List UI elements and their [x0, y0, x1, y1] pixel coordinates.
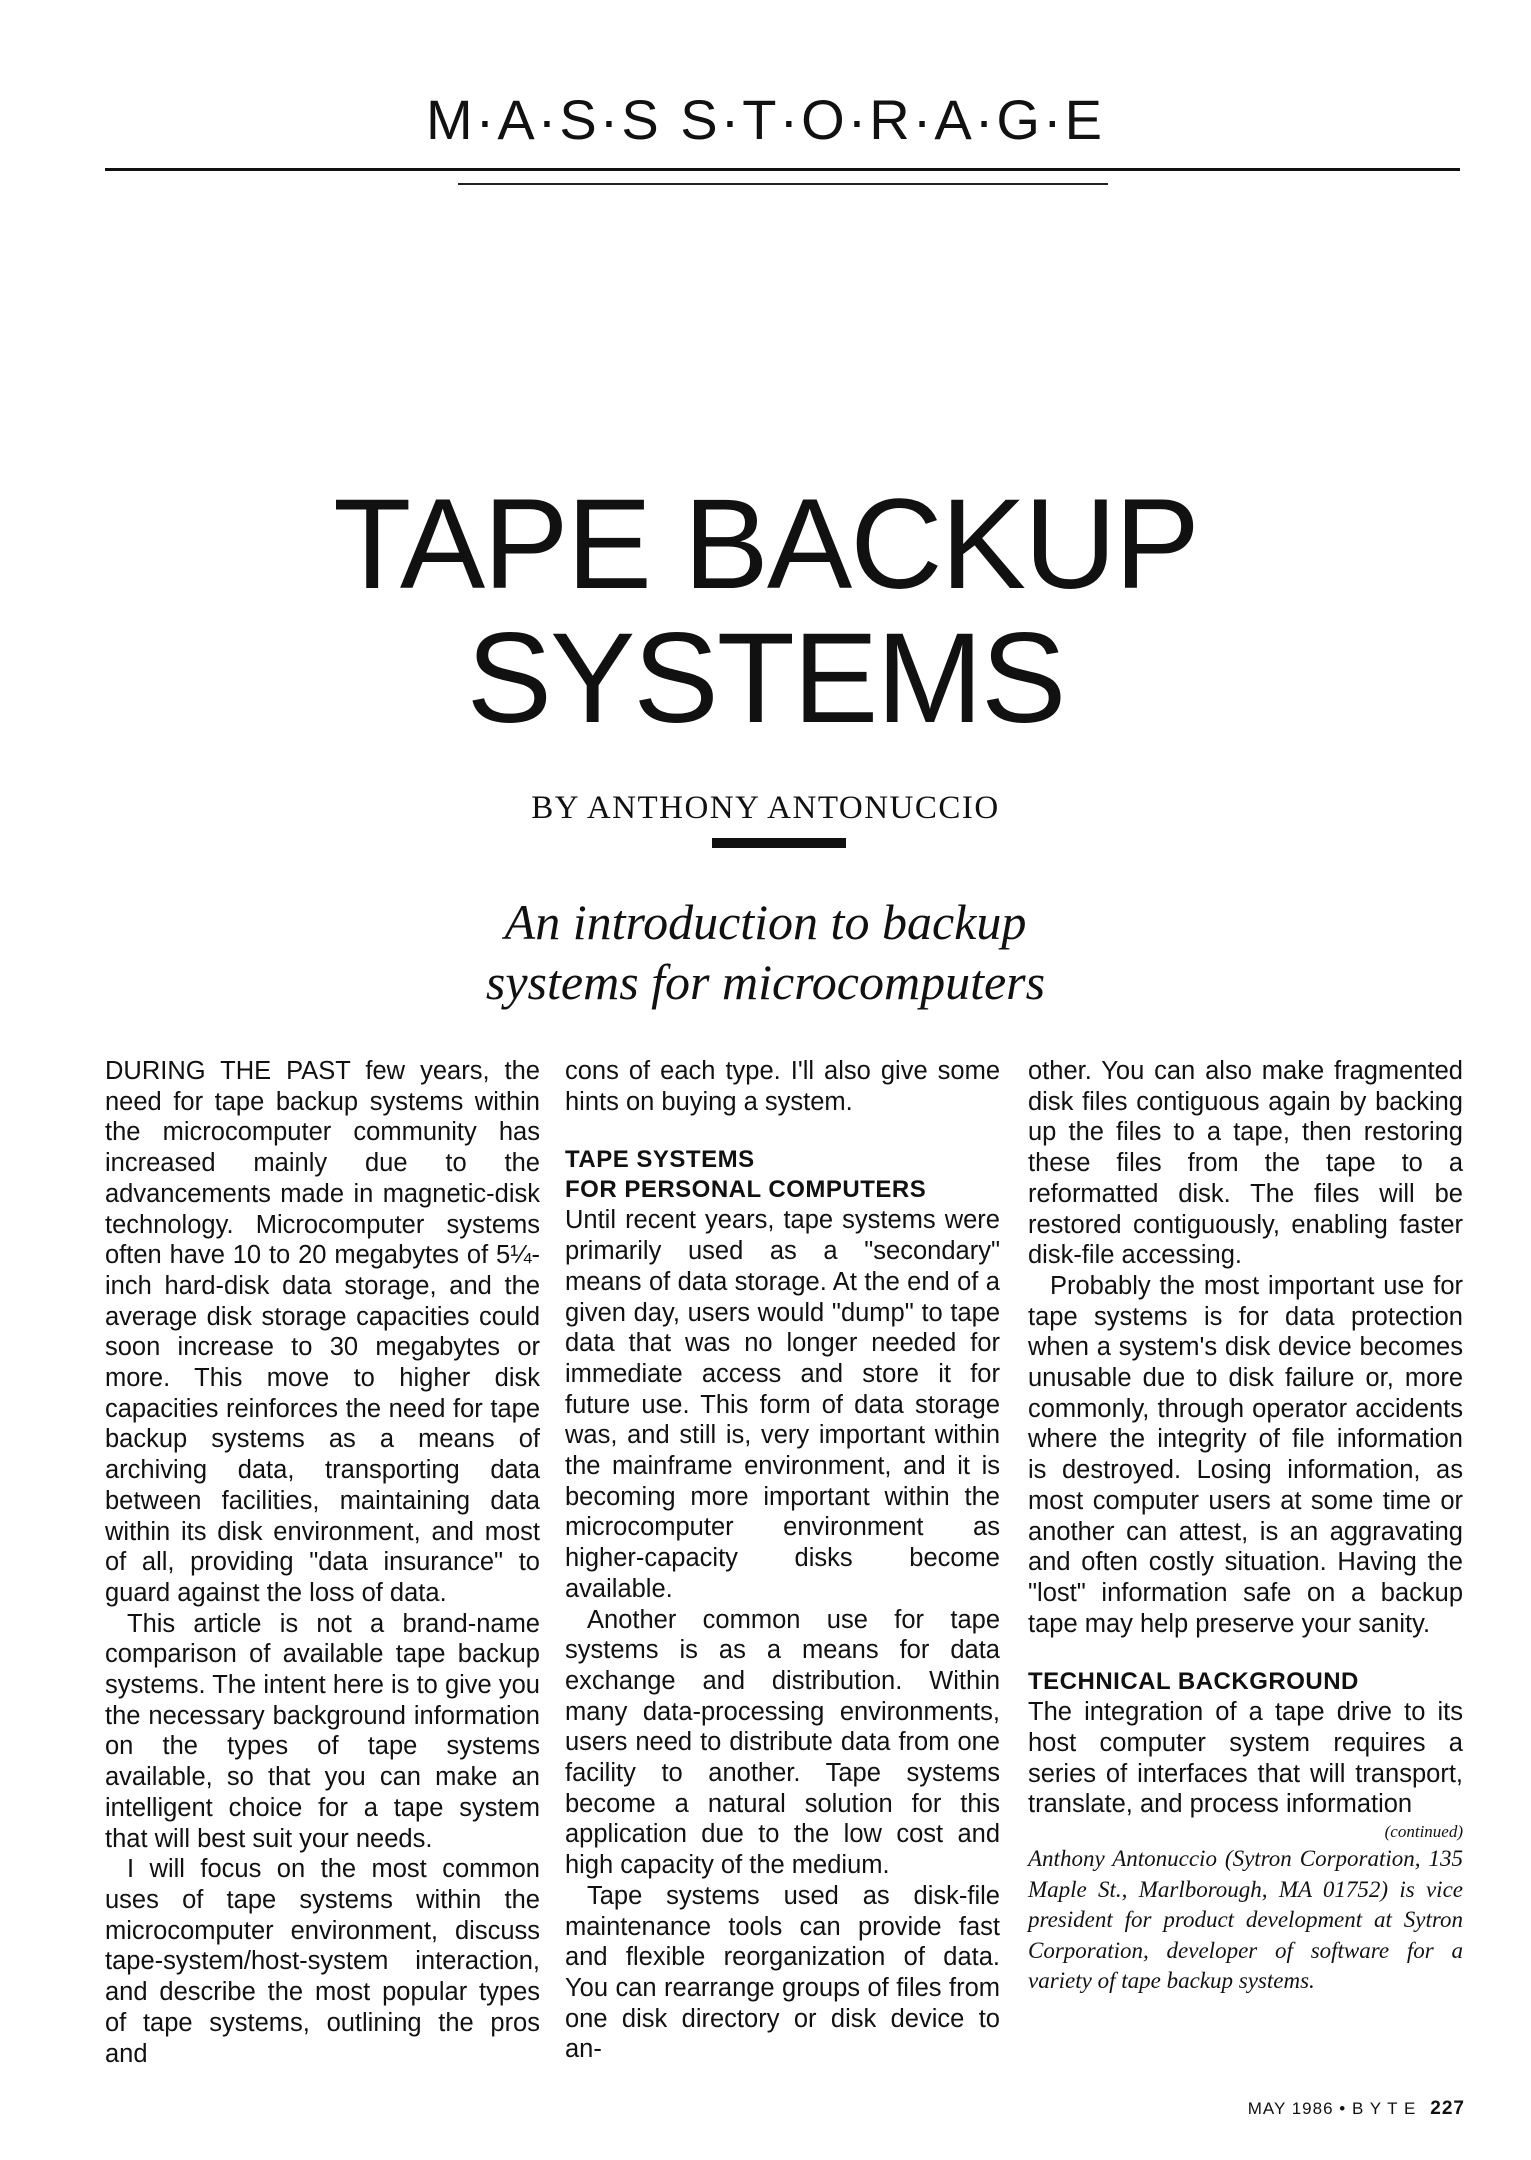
subhead-line-1: TAPE SYSTEMS: [565, 1146, 755, 1174]
paragraph: Probably the most important use for tape systems is for data protection when a system's disk device becomes unusable due to disk failure or, more commonly, through operator accidents where the integrity of file information is destroyed. Losing information, as most computer users at some time or another can attest, is an aggravating and often costly situation. Having the "lost" information safe on a backup tape may help preserve your sanity.: [1028, 1271, 1463, 1638]
subhead-line-2: FOR PERSONAL COMPUTERS: [565, 1176, 927, 1204]
paragraph: other. You can also make fragmented disk files contiguous again by backing up the files to a tape, then restoring these files from the tape to a reformatted disk. The files will be restored contiguously, enabling faster disk-file accessing.: [1028, 1057, 1463, 1270]
paragraph: Until recent years, tape systems were primarily used as a "secondary" means of data storage. At the end of a given day, users would "dump" to tape data that was no longer needed for immediate access and store it for future use. This form of data storage was, and still is, very important within the mainframe environment, and it is becoming more important within the microcomputer environment as higher-capacity disks become available.: [565, 1206, 1000, 1603]
column-2: [565, 1056, 1000, 2065]
section-header: M·A·S·S S·T·O·R·A·G·E: [426, 88, 1105, 151]
subhead-tape-systems: [565, 1145, 1000, 1205]
paragraph: DURING THE PAST few years, the need for tape backup systems within the microcomputer community has increased mainly due to the advancements made in magnetic-disk technology. Microcomputer systems often have 10 to 20 megabytes of 5¼-inch hard-disk data storage, and the average disk storage capacities could soon increase to 30 megabytes or more. This move to higher disk capacities reinforces the need for tape backup systems as a means of archiving data, transporting data between facilities, maintaining data within its disk environment, and most of all, providing "data insurance" to guard against the loss of data.: [105, 1057, 540, 1607]
deck-line-1: An introduction to backup: [504, 894, 1027, 950]
byline: BY ANTHONY ANTONUCCIO: [531, 790, 1000, 826]
article-deck: [0, 892, 1531, 1012]
paragraph: I will focus on the most common uses of tape systems within the microcomputer environment, discuss tape-system/host-system interaction, and describe the most popular types of tape systems, outlining the pros and: [105, 1855, 540, 2068]
issue-label: MAY 1986 • B Y T E: [1247, 2099, 1417, 2118]
column-1: [105, 1056, 540, 2069]
title-line-1: TAPE BACKUP: [333, 473, 1198, 616]
byline-bar: [712, 838, 846, 848]
paragraph: This article is not a brand-name comparison of available tape backup systems. The intent here is to give you the necessary background information on the types of tape systems available, so that you can make an intelligent choice for a tape system that will best suit your needs.: [105, 1609, 540, 1853]
article-title: [0, 473, 1531, 750]
paragraph: Another common use for tape systems is as a means for data exchange and distribution. Within many data-processing environments, users need to distribute data from one facility to another. Tape systems become a natural solution for this application due to the low cost and high capacity of the medium.: [565, 1605, 1000, 1880]
paragraph: Tape systems used as disk-file maintenance tools can provide fast and flexible reorganization of data. You can rearrange groups of files from one disk directory or disk device to an-: [565, 1881, 1000, 2064]
continued-note: (continued): [1384, 1822, 1463, 1842]
column-3: [1028, 1056, 1463, 1997]
paragraph: cons of each type. I'll also give some hints on buying a system.: [565, 1057, 1000, 1116]
paragraph: The integration of a tape drive to its host computer system requires a series of interfaces that will transport, translate, and process information: [1028, 1698, 1463, 1819]
deck-line-2: systems for microcomputers: [485, 954, 1046, 1010]
header-subrule: [458, 183, 1108, 185]
header-rule: [105, 168, 1460, 171]
page-number: 227: [1430, 2098, 1465, 2119]
subhead-technical-background: TECHNICAL BACKGROUND: [1028, 1668, 1359, 1696]
page-footer: [1248, 2098, 1465, 2120]
title-line-2: SYSTEMS: [466, 607, 1065, 750]
author-bio: Anthony Antonuccio (Sytron Corporation, 135 Maple St., Marlborough, MA 01752) is vice president for product development at Sytron Corporation, developer of software for a variety of tape backup systems.: [1028, 1846, 1463, 1994]
